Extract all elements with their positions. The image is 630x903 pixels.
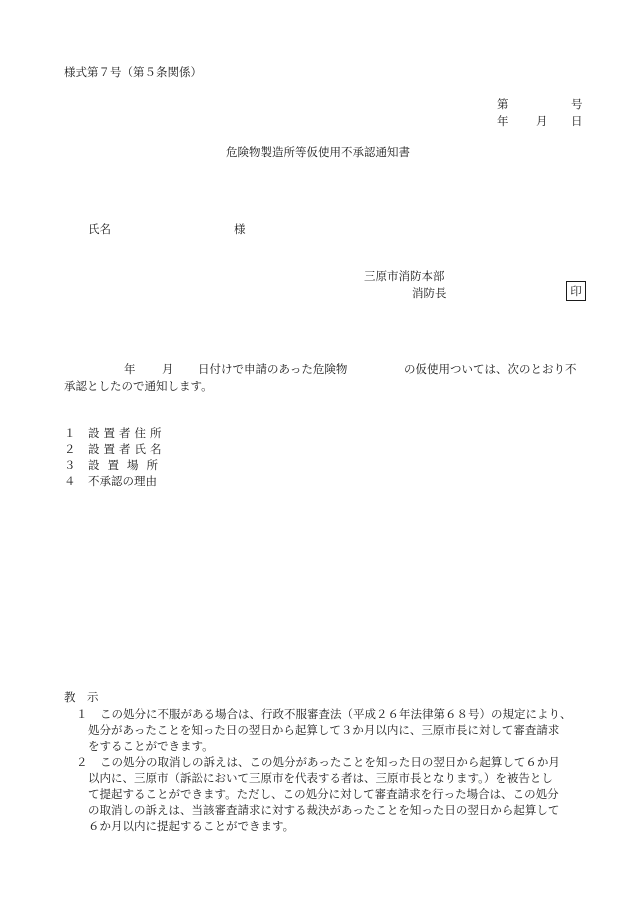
seal-stamp-box: 印 — [566, 281, 586, 301]
date-month: 月 — [536, 114, 548, 128]
instruction-line: をすることができます。 — [88, 739, 214, 753]
document-number-suffix: 号 — [571, 97, 583, 111]
instruction-line: 処分があったことを知った日の翌日から起算して３か月以内に、三原市長に対して審査請求 — [88, 723, 560, 737]
instruction-line: ６か月以内に提起することができます。 — [88, 819, 295, 833]
instruction-line: の取消しの訴えは、当該審査請求に対する裁決があったことを知った日の翌日から起算して — [88, 803, 560, 817]
item-installer-name: 設置者氏名 — [88, 442, 166, 456]
date-day: 日 — [571, 114, 583, 128]
document-number-prefix: 第 — [497, 97, 509, 111]
item-installation-location: 設置場所 — [88, 458, 166, 472]
issuer-organization: 三原市消防本部 — [364, 269, 445, 283]
document-title: 危険物製造所等仮使用不承認通知書 — [226, 145, 410, 159]
date-year: 年 — [497, 114, 509, 128]
instruction-item-number: ２ — [76, 755, 88, 769]
item-installer-address: 設置者住所 — [88, 426, 166, 440]
item-rejection-reason: 不承認の理由 — [88, 474, 157, 488]
instruction-line: て提起することができます。ただし、この処分に対して審査請求を行った場合は、この処分 — [88, 787, 559, 801]
recipient-honorific: 様 — [234, 222, 246, 236]
instruction-heading: 教 示 — [64, 690, 99, 704]
item-number: ３ — [64, 458, 76, 472]
issuer-position: 消防長 — [412, 286, 447, 300]
item-number: ４ — [64, 474, 76, 488]
instruction-line: 以内に、三原市（訴訟において三原市を代表する者は、三原市長となります。）を被告とし — [88, 771, 553, 785]
form-number: 様式第７号（第５条関係） — [64, 65, 202, 79]
instruction-line: この処分の取消しの訴えは、この処分があったことを知った日の翌日から起算して６か月 — [100, 755, 560, 769]
recipient-name-label: 氏名 — [88, 222, 111, 236]
body-year: 年 — [124, 362, 136, 376]
instruction-line: この処分に不服がある場合は、行政不服審査法（平成２６年法律第６８号）の規定により、 — [100, 707, 572, 721]
body-month: 月 — [162, 362, 174, 376]
item-number: １ — [64, 426, 76, 440]
body-line2: 承認としたので通知します。 — [64, 379, 213, 393]
instruction-item-number: １ — [76, 707, 88, 721]
item-number: ２ — [64, 442, 76, 456]
body-line1-middle: 日付けで申請のあった危険物 — [198, 362, 348, 376]
body-line1-end: の仮使用ついては、次のとおり不 — [404, 362, 577, 376]
